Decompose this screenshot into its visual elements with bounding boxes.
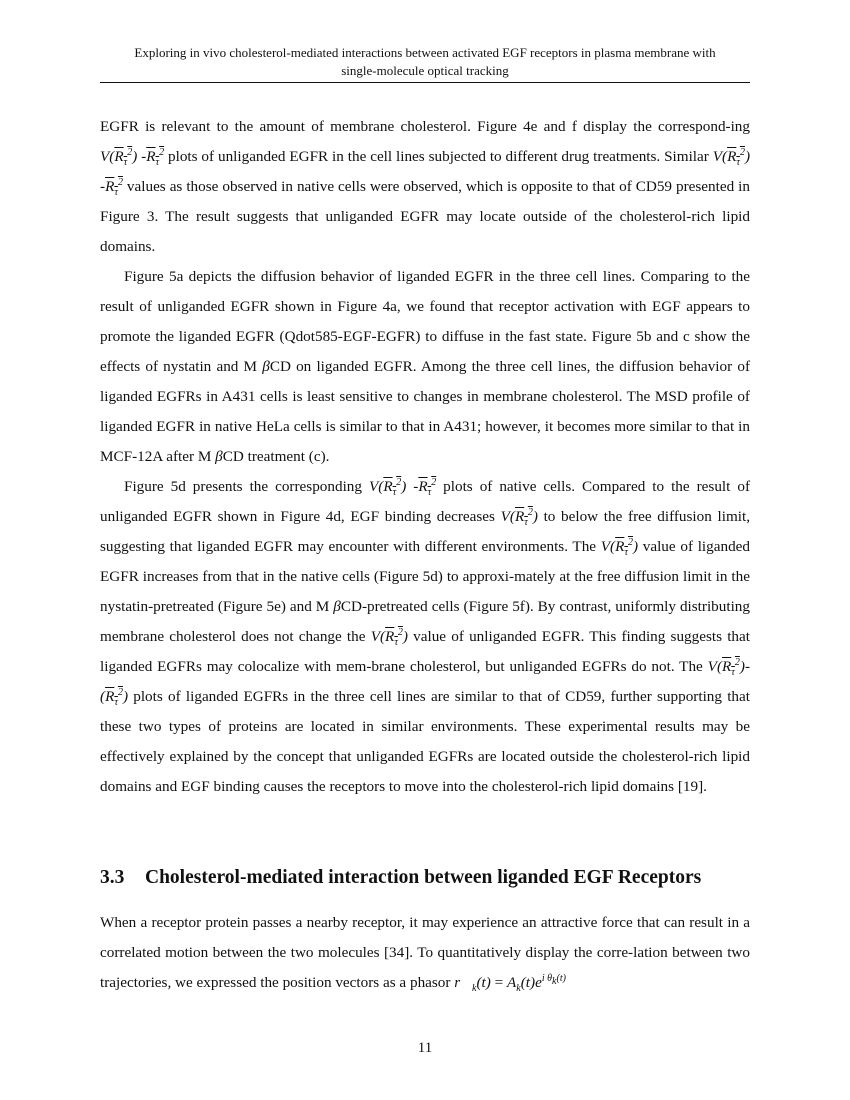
- section-heading: [100, 864, 750, 892]
- paragraph-3: [100, 472, 750, 802]
- body-text: [100, 112, 750, 802]
- text-span: values as those observed in native cells were observed, which is opposite to that of CD59 presented in Figure 3. The result suggests that unliganded EGFR may locate outside of the cholesterol-rich lipid domains.: [100, 178, 750, 255]
- beta-symbol: β: [215, 448, 223, 465]
- phasor-equation: $r_k(t) = A_k(t)e^{i \theta_k(t)}$: [454, 972, 566, 995]
- beta-symbol: β: [262, 358, 270, 375]
- text-span: value of unliganded EGFR. This finding suggests that liganded EGFRs may colocalize with mem-brane cholesterol, but unliganded EGFRs do not. The: [100, 628, 750, 675]
- text-span: plots of liganded EGFRs in the three cell lines are similar to that of CD59, further supporting that these two types of proteins are located in similar environments. These experimental results may be effectively explained by the concept that unliganded EGFRs are located outside the cholesterol-rich lipid domains and EGF binding causes the receptors to move into the cholesterol-rich lipid domains [19].: [100, 688, 750, 795]
- mean-expression: $R_\tau^2$: [146, 146, 165, 169]
- section-title: Cholesterol-mediated interaction between liganded EGF Receptors: [145, 867, 702, 888]
- mean-expression: $R_\tau^2$: [418, 476, 437, 499]
- paragraph-1: [100, 112, 750, 262]
- text-span: to below the free diffusion limit, suggesting that liganded EGFR may encounter with different environments. The: [100, 508, 750, 555]
- paragraph-4: [100, 908, 750, 998]
- text-span: CD on liganded EGFR. Among the three cell lines, the diffusion behavior of liganded EGFRs in A431 cells is least sensitive to changes in membrane cholesterol. The MSD profile of liganded EGFR in native HeLa cells is similar to that in A431; however, it becomes more similar to that in MCF-12A after M: [100, 358, 751, 465]
- mean-expression: $R_\tau^2$: [105, 176, 123, 199]
- variance-expression: $V(R_\tau^2)$: [500, 506, 538, 529]
- text-span: -: [744, 658, 750, 675]
- text-span: plots of native cells. Compared to the result of unliganded EGFR shown in Figure 4d, EGF binding decreases: [100, 478, 751, 525]
- text-span: Figure 5a depicts the diffusion behavior of liganded EGFR in the three cell lines. Comparing to the result of unliganded EGFR shown in Figure 4a, we found that receptor activation with EGF appears to promote the liganded EGFR (Qdot585-EGF-EGFR) to diffuse in the fast state. Figure 5b and c show the effects of nystatin and M: [100, 268, 750, 375]
- running-header-line-1: Exploring in vivo cholesterol-mediated interactions between activated EGF receptors in plasma membrane with: [134, 45, 716, 60]
- mean-expression: $(R_\tau^2)$: [100, 686, 128, 709]
- running-header: [100, 44, 750, 83]
- variance-expression: $V(R_\tau^2)$: [712, 146, 750, 169]
- text-span: value of liganded EGFR increases from that in the native cells (Figure 5d) to approxi-mately at the free diffusion limit in the nystatin-pretreated (Figure 5e) and M: [100, 538, 750, 615]
- text-span: Figure 5d presents the corresponding: [124, 478, 369, 495]
- variance-expression: $V(R_\tau^2)$: [100, 146, 138, 169]
- paragraph-2: [100, 262, 750, 472]
- beta-symbol: β: [333, 598, 341, 615]
- text-span: CD-pretreated cells (Figure 5f). By contrast, uniformly distributing membrane cholesterol does not change the: [100, 598, 750, 645]
- variance-expression: $V(R_\tau^2)$: [707, 656, 745, 679]
- text-span: plots of unliganded EGFR in the cell lines subjected to different drug treatments. Similar: [164, 148, 713, 165]
- variance-expression: $V(R_\tau^2)$: [368, 476, 407, 499]
- variance-expression: $V(R_\tau^2)$: [370, 626, 408, 649]
- text-span: -: [100, 178, 106, 195]
- text-span: CD treatment (c).: [222, 448, 330, 465]
- page-number: 11: [417, 1040, 433, 1056]
- section-number: 3.3: [100, 867, 125, 888]
- text-span: -: [137, 148, 147, 165]
- variance-expression: $V(R_\tau^2)$: [600, 536, 639, 559]
- section-body: [100, 908, 750, 998]
- text-span: -: [406, 478, 419, 495]
- text-span: EGFR is relevant to the amount of membrane cholesterol. Figure 4e and f display the correspond-ing: [100, 118, 750, 135]
- text-span: When a receptor protein passes a nearby receptor, it may experience an attractive force that can result in a correlated motion between the two molecules [34]. To quantitatively display the corre-lation between two trajectories, we expressed the position vectors as a phasor: [100, 914, 750, 991]
- running-header-line-2: single-molecule optical tracking: [341, 63, 509, 78]
